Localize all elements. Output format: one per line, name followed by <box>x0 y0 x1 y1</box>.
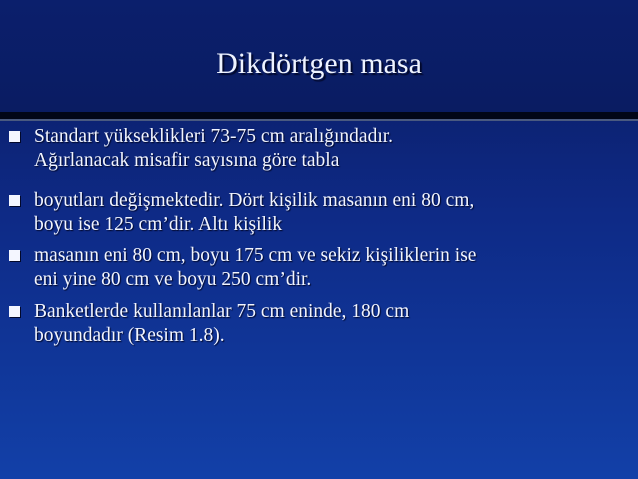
slide-title: Dikdörtgen masa <box>216 47 422 80</box>
bullet-text-line: Standart yükseklikleri 73-75 cm aralığındadır. <box>34 126 394 147</box>
bullet-text-line: Ağırlanacak misafir sayısına göre tabla <box>34 149 340 171</box>
square-bullet-icon <box>9 195 20 206</box>
bullet-item-1 <box>0 125 594 172</box>
bullet-text-line: Banketlerde kullanılanlar 75 cm eninde, 180 cm <box>34 301 410 322</box>
bullet-item-3 <box>0 244 594 291</box>
bullet-text-line: boyundadır (Resim 1.8). <box>34 324 225 346</box>
square-bullet-icon <box>9 131 20 142</box>
bullet-item-2 <box>0 189 594 236</box>
title-divider <box>0 112 638 119</box>
bullet-item-4 <box>0 300 594 347</box>
square-bullet-icon <box>9 306 20 317</box>
bullet-text-line: boyu ise 125 cm’dir. Altı kişilik <box>34 213 283 235</box>
bullet-list <box>0 121 638 347</box>
square-bullet-icon <box>9 250 20 261</box>
bullet-text-line: boyutları değişmektedir. Dört kişilik masanın eni 80 cm, <box>34 190 475 211</box>
bullet-text-line: masanın eni 80 cm, boyu 175 cm ve sekiz kişiliklerin ise <box>34 245 477 266</box>
bullet-text-line: eni yine 80 cm ve boyu 250 cm’dir. <box>34 268 312 290</box>
